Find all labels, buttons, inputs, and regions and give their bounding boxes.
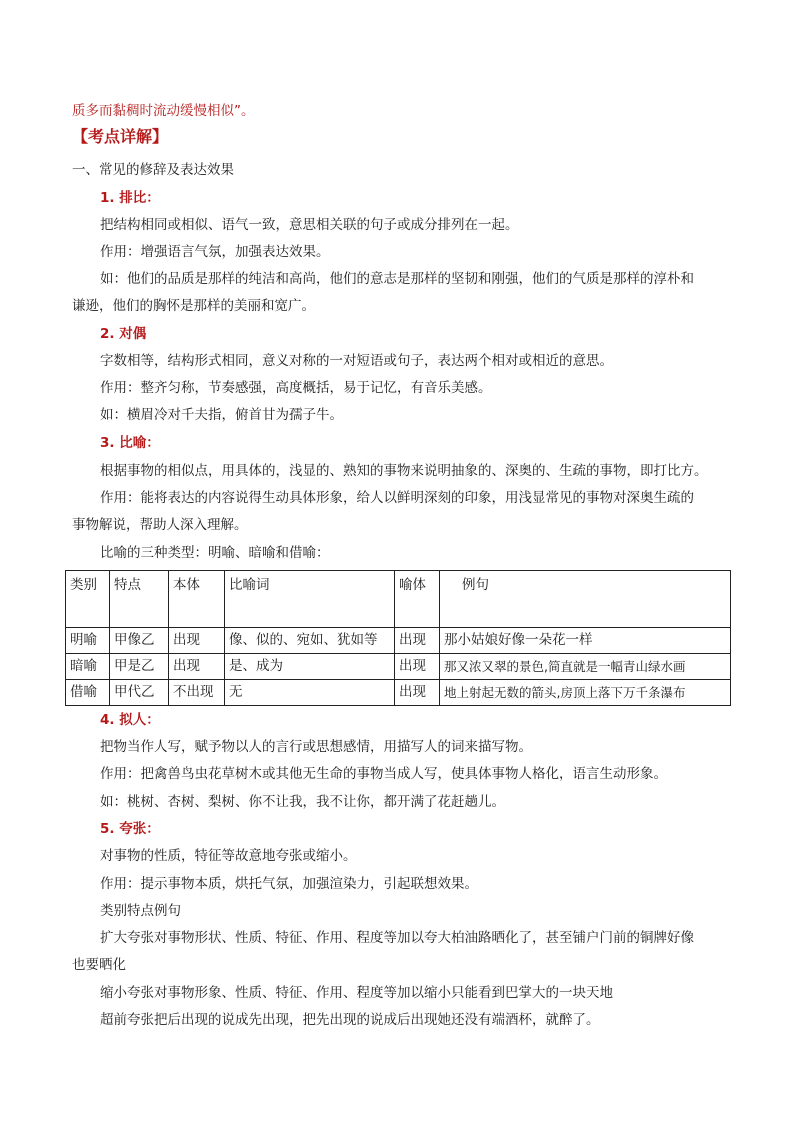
intro-tail-text: 质多而黏稠时流动缓慢相似”。 — [72, 103, 255, 119]
table-cell: 那小姑娘好像一朵花一样 — [440, 628, 731, 654]
table-cell: 出现 — [395, 680, 440, 706]
hyperbole-expand-line2: 也要晒化 — [72, 957, 126, 973]
antithesis-title: 2. 对偶 — [100, 326, 147, 342]
personification-example: 如：桃树、杏树、梨树、你不让我，我不让你，都开满了花赶趟儿。 — [100, 794, 505, 810]
table-cell: 甲代乙 — [110, 680, 169, 706]
hyperbole-expand-line1: 扩大夸张对事物形状、性质、特征、作用、程度等加以夸大柏油路晒化了，甚至铺户门前的铜牌好像 — [100, 930, 694, 946]
table-cell: 甲像乙 — [110, 628, 169, 654]
parallelism-title: 1. 排比： — [100, 190, 160, 206]
part-title: 一、常见的修辞及表达效果 — [72, 162, 234, 178]
table-header-cell: 比喻词 — [225, 571, 395, 628]
table-cell: 出现 — [395, 654, 440, 680]
table-cell: 借喻 — [66, 680, 110, 706]
parallelism-example-line2: 谦逊，他们的胸怀是那样的美丽和宽广。 — [72, 298, 315, 314]
table-cell: 像、似的、宛如、犹如等 — [225, 628, 395, 654]
table-cell: 暗喻 — [66, 654, 110, 680]
metaphor-effect-line2: 事物解说，帮助人深入理解。 — [72, 517, 248, 533]
parallelism-effect: 作用：增强语言气氛，加强表达效果。 — [100, 244, 330, 260]
hyperbole-columns-line: 类别特点例句 — [100, 903, 181, 919]
table-cell: 出现 — [395, 628, 440, 654]
hyperbole-effect: 作用：提示事物本质，烘托气氛，加强渲染力，引起联想效果。 — [100, 876, 478, 892]
hyperbole-advance-line: 超前夸张把后出现的说成先出现，把先出现的说成后出现她还没有端酒杯，就醉了。 — [100, 1012, 600, 1028]
table-cell: 那又浓又翠的景色,简直就是一幅青山绿水画 — [440, 654, 731, 680]
metaphor-effect-line1: 作用：能将表达的内容说得生动具体形象，给人以鲜明深刻的印象，用浅显常见的事物对深奥生疏的 — [100, 490, 694, 506]
table-cell: 不出现 — [169, 680, 225, 706]
hyperbole-shrink-line: 缩小夸张对事物形象、性质、特征、作用、程度等加以缩小只能看到巴掌大的一块天地 — [100, 985, 613, 1001]
table-cell: 甲是乙 — [110, 654, 169, 680]
table-header-cell: 类别 — [66, 571, 110, 628]
table-header-cell: 特点 — [110, 571, 169, 628]
table-cell: 明喻 — [66, 628, 110, 654]
personification-effect: 作用：把禽兽鸟虫花草树木或其他无生命的事物当成人写，使具体事物人格化，语言生动形象。 — [100, 766, 667, 782]
table-row — [66, 628, 731, 654]
section-heading: 【考点详解】 — [72, 127, 169, 146]
metaphor-types-intro: 比喻的三种类型：明喻、暗喻和借喻： — [100, 545, 330, 561]
metaphor-types-table — [65, 570, 731, 706]
table-header-cell: 例句 — [440, 571, 731, 628]
table-header-cell: 本体 — [169, 571, 225, 628]
table-header-row — [66, 571, 731, 628]
antithesis-example: 如：横眉冷对千夫指，俯首甘为孺子牛。 — [100, 407, 343, 423]
table-row — [66, 654, 731, 680]
antithesis-effect: 作用：整齐匀称，节奏感强，高度概括，易于记忆，有音乐美感。 — [100, 380, 492, 396]
parallelism-definition: 把结构相同或相似、语气一致，意思相关联的句子或成分排列在一起。 — [100, 217, 519, 233]
table-cell: 出现 — [169, 628, 225, 654]
parallelism-example-line1: 如：他们的品质是那样的纯洁和高尚，他们的意志是那样的坚韧和刚强，他们的气质是那样的淳朴和 — [100, 271, 694, 287]
personification-title: 4. 拟人： — [100, 712, 160, 728]
metaphor-definition: 根据事物的相似点，用具体的，浅显的、熟知的事物来说明抽象的、深奥的、生疏的事物，即打比方。 — [100, 463, 708, 479]
hyperbole-definition: 对事物的性质，特征等故意地夸张或缩小。 — [100, 848, 357, 864]
hyperbole-title: 5. 夸张： — [100, 821, 160, 837]
table-header-cell: 喻体 — [395, 571, 440, 628]
table-cell: 地上射起无数的箭头,房顶上落下万千条瀑布 — [440, 680, 731, 706]
antithesis-definition: 字数相等，结构形式相同，意义对称的一对短语或句子，表达两个相对或相近的意思。 — [100, 353, 613, 369]
table-cell: 出现 — [169, 654, 225, 680]
table-cell: 是、成为 — [225, 654, 395, 680]
table-cell: 无 — [225, 680, 395, 706]
table-row — [66, 680, 731, 706]
metaphor-title: 3. 比喻： — [100, 435, 160, 451]
personification-definition: 把物当作人写，赋予物以人的言行或思想感情，用描写人的词来描写物。 — [100, 739, 532, 755]
